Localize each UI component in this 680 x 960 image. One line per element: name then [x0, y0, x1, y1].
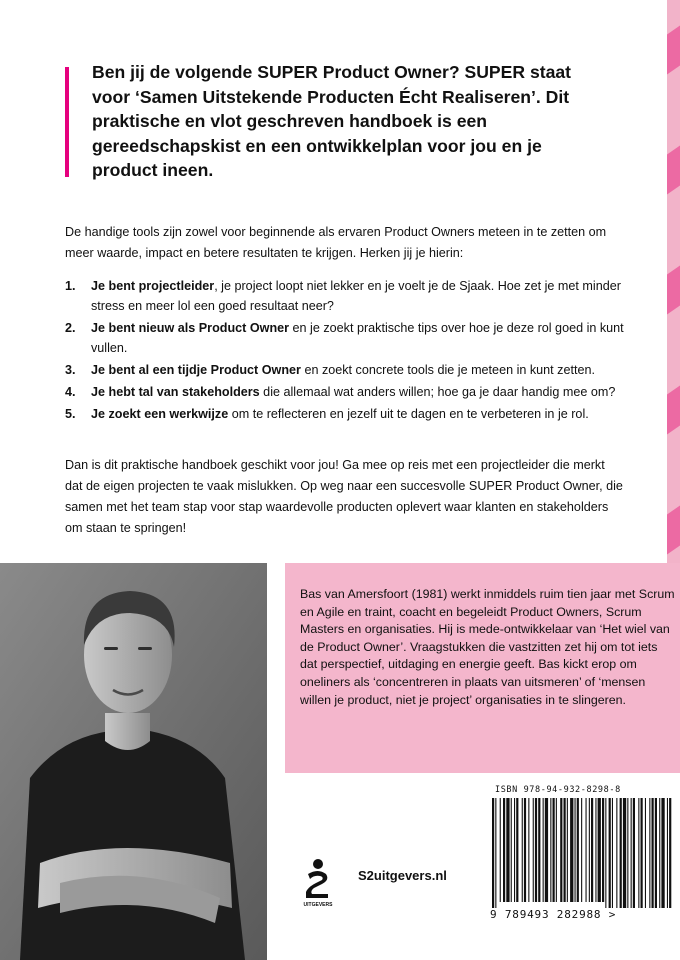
barcode-bar [586, 798, 587, 902]
outro-paragraph: Dan is dit praktische handboek geschikt voor jou! Ga mee op reis met een projectleider die merkt dat de eigen projecten te vaak mislukken. Op weg naar een succesvolle SUPER Product Owner, die samen met het team stap voor stap waardevolle producten oplevert waar klanten en stakeholders om staan te springen! [65, 458, 623, 535]
barcode-bar [560, 798, 562, 902]
list-item [65, 404, 625, 424]
list-item [65, 318, 625, 358]
barcode-bar [553, 798, 555, 902]
author-photo [0, 563, 267, 960]
barcode-bar [545, 798, 548, 902]
barcode-bar [503, 798, 505, 902]
barcode-bar [522, 798, 523, 902]
list-item-text: en je zoekt praktische tips over hoe je deze rol goed in kunt vullen. [91, 321, 624, 355]
barcode-bar [638, 798, 639, 908]
barcode-bar [645, 798, 646, 908]
barcode-bar [620, 798, 622, 908]
list-number: 5. [65, 407, 76, 421]
list-item-bold: Je bent al een tijdje Product Owner [91, 363, 301, 377]
barcode-bar [669, 798, 671, 908]
list-number: 2. [65, 321, 76, 335]
list-number: 4. [65, 385, 76, 399]
barcode-bar [605, 798, 606, 908]
barcode-bar [589, 798, 590, 902]
barcode-bar [500, 798, 501, 902]
barcode-bar [591, 798, 593, 902]
barcode-bar [659, 798, 660, 908]
list-number: 1. [65, 279, 76, 293]
barcode-bar [556, 798, 557, 902]
svg-text:UITGEVERS: UITGEVERS [303, 902, 333, 908]
barcode-bar [567, 798, 568, 902]
barcode-bar [595, 798, 596, 902]
author-bio: Bas van Amersfoort (1981) werkt inmiddels ruim tien jaar met Scrum en Agile en traint, coacht en begeleidt Product Owners, Scrum Masters en organisaties. Hij is mede-ontwikkelaar van ‘Het wiel van de Product Owner’. Vraagstukken die vastzitten zet hij om tot iets dat perspectief, uitdaging en energie geeft. Bas kickt erop om oneliners als ‘concentreren in plaats van uitsmeren’ of ‘mensen willen je product, niet je project’ organisaties in te slingeren. [300, 587, 675, 707]
list-item-text: , je project loopt niet lekker en je voelt je de Sjaak. Hoe zet je met minder stress en meer lol een goed resultaat neer? [91, 279, 621, 313]
barcode-bar [516, 798, 518, 902]
barcode-bar [492, 798, 494, 908]
barcode-bar [649, 798, 650, 908]
barcode-bar [633, 798, 635, 908]
barcode-bar [581, 798, 582, 902]
list-item-bold: Je bent projectleider [91, 279, 215, 293]
barcode-bar [564, 798, 566, 902]
barcode-bar [495, 798, 496, 908]
barcode-bar [627, 798, 628, 908]
barcode-bar [550, 798, 551, 902]
isbn-label: ISBN 978-94-932-8298-8 [495, 785, 621, 795]
intro-paragraph: Ben jij de volgende SUPER Product Owner? SUPER staat voor ‘Samen Uitstekende Producten Écht Realiseren’. Dit praktische en vlot geschreven handboek is een gereedschapskist en een ontwikkelplan voor jou en je product ineen. [92, 62, 572, 180]
barcode-bar [623, 798, 626, 908]
publisher-website: S2uitgevers.nl [358, 868, 447, 883]
barcode-bar [602, 798, 604, 902]
lead-paragraph: De handige tools zijn zowel voor beginnende als ervaren Product Owners meteen in te zetten om meer waarde, impact en betere resultaten te krijgen. Herken jij je hierin: [65, 225, 607, 260]
decorative-pink-strip [667, 0, 680, 563]
list-item [65, 382, 625, 402]
publisher-logo [300, 858, 336, 908]
list-item-text: om te reflecteren en jezelf uit te dagen en te verbeteren in je rol. [228, 407, 589, 421]
recognition-list [65, 276, 625, 426]
barcode-bar [612, 798, 613, 908]
barcode-bar [511, 798, 512, 902]
barcode-bar [641, 798, 643, 908]
barcode-bar [524, 798, 526, 902]
list-item-bold: Je hebt tal van stakeholders [91, 385, 260, 399]
barcode-bar [533, 798, 534, 902]
barcode-bar [514, 798, 515, 902]
list-item [65, 276, 625, 316]
s2-logo-icon [300, 858, 336, 908]
barcode-bar [575, 798, 576, 902]
barcode-bar [652, 798, 654, 908]
list-item-bold: Je bent nieuw als Product Owner [91, 321, 290, 335]
barcode-bar [598, 798, 601, 902]
barcode-bar [538, 798, 540, 902]
list-item [65, 360, 625, 380]
barcode-bar [667, 798, 668, 908]
barcode-bar [577, 798, 579, 902]
list-number: 3. [65, 363, 76, 377]
list-item-text: die allemaal wat anders willen; hoe ga je daar handig mee om? [259, 385, 616, 399]
intro-accent-bar [65, 67, 69, 177]
barcode-bar [528, 798, 529, 902]
barcode-bar [543, 798, 544, 902]
barcode-digits: 9 789493 282988 > [490, 908, 617, 921]
barcode-bar [631, 798, 632, 908]
barcode-bar [535, 798, 537, 902]
barcode-bar [570, 798, 573, 902]
barcode [490, 798, 672, 908]
list-item-text: en zoekt concrete tools die je meteen in kunt zetten. [300, 363, 595, 377]
barcode-bar [506, 798, 509, 902]
barcode-bar [609, 798, 611, 908]
barcode-bar [655, 798, 657, 908]
barcode-bar [616, 798, 617, 908]
list-item-bold: Je zoekt een werkwijze [91, 407, 229, 421]
barcode-bar [661, 798, 664, 908]
